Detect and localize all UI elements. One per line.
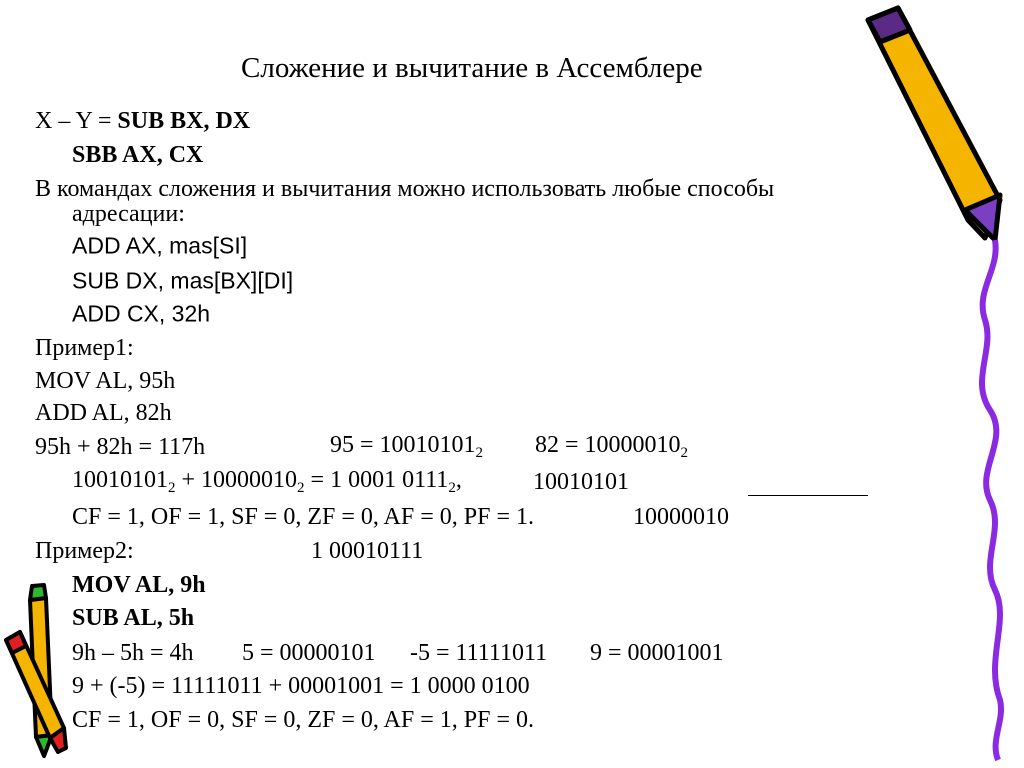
title-text: Сложение и вычитание в Ассемблере xyxy=(241,52,703,84)
flags-line: CF = 1, OF = 1, SF = 0, ZF = 0, AF = 0, PF = 1. xyxy=(72,504,534,530)
text: = 1 0001 0111 xyxy=(304,467,449,493)
flags-line: CF = 1, OF = 0, SF = 0, ZF = 0, AF = 1, PF = 0. xyxy=(72,707,534,733)
small-pencils-icon xyxy=(6,585,66,756)
line-text: В командах сложения и вычитания можно использовать любые способы xyxy=(35,176,775,202)
line-text: 9 = 00001001 xyxy=(590,640,724,666)
example2-heading: Пример2: xyxy=(35,538,134,564)
text: X – Y = xyxy=(35,108,118,134)
line-text xyxy=(535,433,688,461)
line-x-y xyxy=(35,109,250,133)
subscript: 2 xyxy=(168,480,176,496)
text: 82 = 10000010 xyxy=(535,432,681,458)
line-text: адресации: xyxy=(72,201,185,227)
subscript: 2 xyxy=(448,480,456,496)
code-line: SUB DX, mas[BX][DI] xyxy=(72,267,294,294)
text: SUB BX, DX xyxy=(117,108,251,134)
line-text: 10000010 xyxy=(633,504,729,530)
code-line: MOV AL, 9h xyxy=(72,572,206,598)
line-text: -5 = 11111011 xyxy=(410,640,548,666)
purple-squiggle-icon xyxy=(982,240,1001,760)
line-text: 1 00010111 xyxy=(311,538,424,564)
code-line: ADD CX, 32h xyxy=(72,300,211,327)
text: 95 = 10010101 xyxy=(330,432,476,458)
line-text: 9 + (-5) = 11111011 + 00001001 = 1 0000 0100 xyxy=(72,673,530,699)
example1-heading: Пример1: xyxy=(35,335,134,361)
line-text: 95h + 82h = 117h xyxy=(35,434,206,460)
subscript: 2 xyxy=(297,480,305,496)
code-line: ADD AX, mas[SI] xyxy=(72,232,248,259)
line-sbb: SBB AX, CX xyxy=(72,142,204,168)
code-line: ADD AL, 82h xyxy=(35,400,172,426)
code-line: SUB AL, 5h xyxy=(72,605,195,631)
line-text: 9h – 5h = 4h xyxy=(72,640,194,666)
line-text: 10010101 xyxy=(533,469,629,495)
text: + 10000010 xyxy=(175,467,298,493)
subscript: 2 xyxy=(475,445,484,461)
line-text xyxy=(330,433,483,461)
subscript: 2 xyxy=(680,445,689,461)
code-line: MOV AL, 95h xyxy=(35,368,176,394)
line-text xyxy=(72,468,462,496)
text: 10010101 xyxy=(72,467,168,493)
big-pencil-icon xyxy=(868,8,1000,240)
text: , xyxy=(455,467,462,493)
line-text: 5 = 00000101 xyxy=(242,640,376,666)
